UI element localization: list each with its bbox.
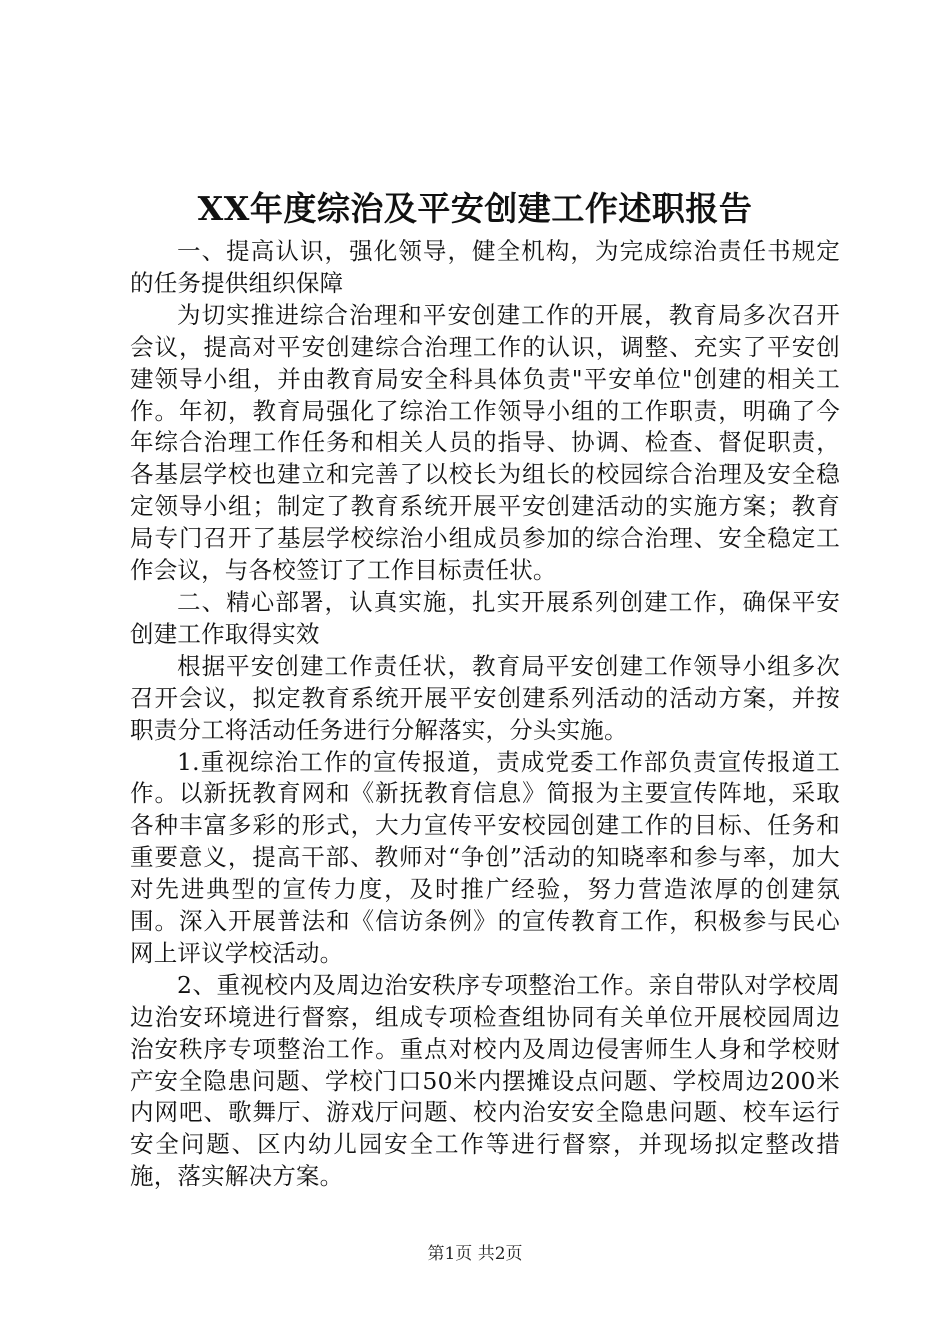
page-number-footer: 第1页 共2页 xyxy=(427,1244,523,1264)
section-heading-1: 一、提高认识，强化领导，健全机构，为完成综治责任书规定的任务提供组织保障 xyxy=(130,237,840,297)
paragraph: 为切实推进综合治理和平安创建工作的开展，教育局多次召开会议，提高对平安创建综合治理工作的认识，调整、充实了平安创建领导小组，并由教育局安全科具体负责"平安单位"创建的相关工作。年初，教育局强化了综治工作领导小组的工作职责，明确了今年综合治理工作任务和相关人员的指导、协调、检查、督促职责，各基层学校也建立和完善了以校长为组长的校园综合治理及安全稳定领导小组；制定了教育系统开展平安创建活动的实施方案；教育局专门召开了基层学校综治小组成员参加的综合治理、安全稳定工作会议，与各校签订了工作目标责任状。 xyxy=(130,300,840,585)
list-item-2: 2、重视校内及周边治安秩序专项整治工作。亲自带队对学校周边治安环境进行督察，组成专项检查组协同有关单位开展校园周边治安秩序专项整治工作。重点对校内及周边侵害师生人身和学校财产安全隐患问题、学校门口50米内摆摊设点问题、学校周边200米内网吧、歌舞厅、游戏厅问题、校内治安安全隐患问题、校车运行安全问题、区内幼儿园安全工作等进行督察，并现场拟定整改措施，落实解决方案。 xyxy=(130,970,840,1191)
list-item-1: 1.重视综治工作的宣传报道，责成党委工作部负责宣传报道工作。以新抚教育网和《新抚教育信息》简报为主要宣传阵地，采取各种丰富多彩的形式，大力宣传平安校园创建工作的目标、任务和重要意义，提高干部、教师对“争创”活动的知晓率和参与率，加大对先进典型的宣传力度，及时推广经验，努力营造浓厚的创建氛围。深入开展普法和《信访条例》的宣传教育工作，积极参与民心网上评议学校活动。 xyxy=(130,747,840,967)
document-body xyxy=(130,236,840,1193)
document-title: XX年度综治及平安创建工作述职报告 xyxy=(197,189,753,228)
section-heading-2: 二、精心部署，认真实施，扎实开展系列创建工作，确保平安创建工作取得实效 xyxy=(130,587,840,648)
paragraph: 根据平安创建工作责任状，教育局平安创建工作领导小组多次召开会议，拟定教育系统开展平安创建系列活动的活动方案，并按职责分工将活动任务进行分解落实，分头实施。 xyxy=(130,651,840,744)
